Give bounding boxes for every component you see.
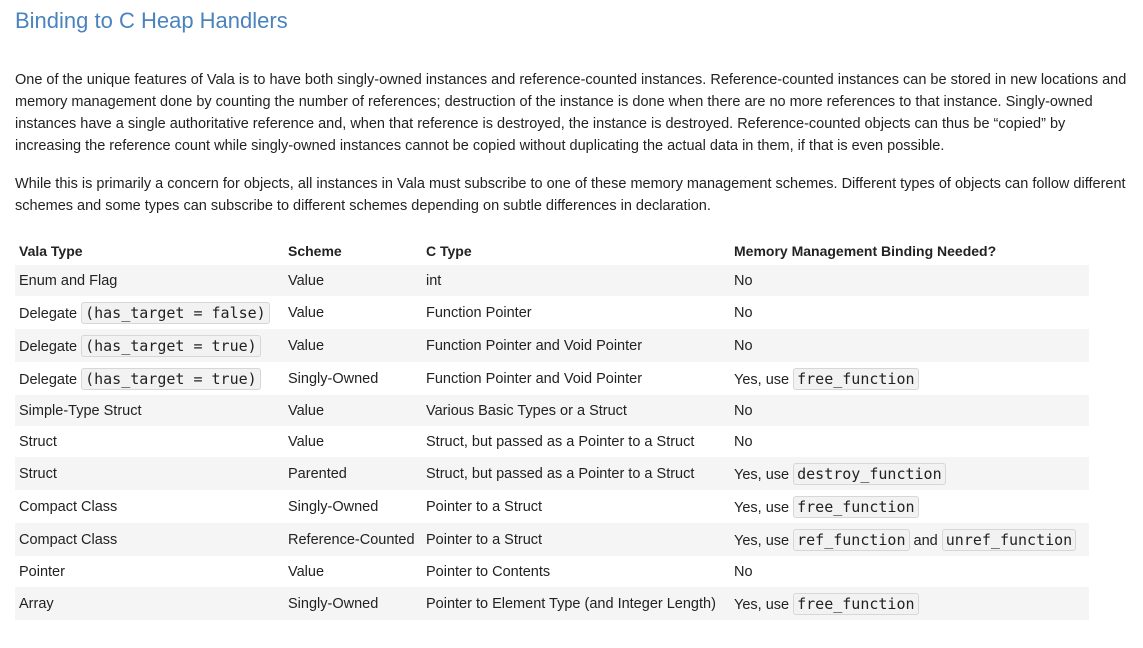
table-row	[15, 395, 1089, 426]
function-code: free_function	[793, 496, 918, 518]
cell-vala-type	[15, 490, 284, 523]
table-row	[15, 587, 1089, 620]
cell-scheme: Value	[288, 337, 325, 354]
yes-use-text: Yes, use	[734, 596, 790, 613]
vala-type-text: Delegate	[19, 371, 78, 388]
cell-binding-needed	[730, 490, 1089, 523]
function-code: ref_function	[793, 529, 909, 551]
cell-c-type: Struct, but passed as a Pointer to a Struct	[426, 433, 695, 450]
cell-binding-needed: No	[734, 272, 753, 289]
function-code: free_function	[793, 368, 918, 390]
vala-type-text: Delegate	[19, 338, 78, 355]
vala-type-attribute-code: (has_target = true)	[81, 368, 261, 390]
table-body	[15, 265, 1089, 620]
cell-vala-type	[15, 587, 284, 620]
cell-c-type: Pointer to Contents	[426, 563, 551, 580]
vala-type-attribute-code: (has_target = true)	[81, 335, 261, 357]
cell-scheme: Value	[288, 272, 325, 289]
vala-type-attribute-code: (has_target = false)	[81, 302, 270, 324]
vala-type-text: Pointer	[19, 563, 65, 580]
cell-scheme: Value	[288, 563, 325, 580]
cell-scheme: Singly-Owned	[288, 370, 379, 387]
vala-type-text: Delegate	[19, 305, 78, 322]
cell-binding-needed: No	[734, 304, 753, 321]
header-c-type: C Type	[426, 243, 472, 259]
cell-c-type: Function Pointer and Void Pointer	[426, 370, 643, 387]
cell-vala-type	[15, 457, 284, 490]
header-vala-type: Vala Type	[19, 243, 83, 259]
vala-type-text: Compact Class	[19, 531, 118, 548]
table-row	[15, 556, 1089, 587]
cell-scheme: Singly-Owned	[288, 498, 379, 515]
yes-use-text: Yes, use	[734, 499, 790, 516]
table-row	[15, 296, 1089, 329]
cell-c-type: Pointer to Element Type (and Integer Length)	[426, 595, 716, 612]
cell-scheme: Value	[288, 433, 325, 450]
intro-paragraph: One of the unique features of Vala is to have both singly-owned instances and reference-counted instances. Reference-counted instances can be stored in new locations and memory management done by counting the number of references; destruction of the instance is done when there are no more references to that instance. Singly-owned instances have a single authoritative reference and, when that reference is destroyed, the instance is destroyed. Reference-counted objects can thus be “copied” by increasing the reference count while singly-owned instances cannot be copied without duplicating the actual data in them, if that is even possible.	[15, 72, 1127, 154]
yes-use-text: Yes, use	[734, 371, 790, 388]
cell-scheme: Value	[288, 402, 325, 419]
vala-type-text: Array	[19, 595, 54, 612]
table-row	[15, 523, 1089, 556]
cell-binding-needed	[730, 457, 1089, 490]
cell-vala-type	[15, 395, 284, 426]
cell-vala-type	[15, 296, 284, 329]
vala-type-text: Struct	[19, 465, 57, 482]
table-row	[15, 426, 1089, 457]
and-text: and	[913, 532, 938, 549]
table-row	[15, 457, 1089, 490]
cell-c-type: Function Pointer and Void Pointer	[426, 337, 643, 354]
cell-c-type: Various Basic Types or a Struct	[426, 402, 627, 419]
cell-c-type: Pointer to a Struct	[426, 531, 543, 548]
header-scheme: Scheme	[288, 243, 342, 259]
cell-c-type: Pointer to a Struct	[426, 498, 543, 515]
vala-type-text: Compact Class	[19, 498, 118, 515]
cell-binding-needed: No	[734, 402, 753, 419]
memory-management-table	[15, 237, 1089, 620]
header-binding-needed: Memory Management Binding Needed?	[734, 243, 997, 259]
cell-binding-needed: No	[734, 337, 753, 354]
cell-scheme: Reference-Counted	[288, 531, 415, 548]
cell-scheme: Parented	[288, 465, 347, 482]
table-row	[15, 329, 1089, 362]
cell-c-type: Struct, but passed as a Pointer to a Struct	[426, 465, 695, 482]
function-code: unref_function	[942, 529, 1076, 551]
function-code: free_function	[793, 593, 918, 615]
cell-vala-type	[15, 362, 284, 395]
table-row	[15, 265, 1089, 296]
cell-vala-type	[15, 329, 284, 362]
cell-vala-type	[15, 523, 284, 556]
cell-binding-needed	[730, 587, 1089, 620]
cell-c-type: Function Pointer	[426, 304, 532, 321]
vala-type-text: Simple-Type Struct	[19, 402, 142, 419]
cell-scheme: Value	[288, 304, 325, 321]
cell-vala-type	[15, 556, 284, 587]
cell-binding-needed: No	[734, 563, 753, 580]
cell-binding-needed: No	[734, 433, 753, 450]
table-row	[15, 490, 1089, 523]
cell-scheme: Singly-Owned	[288, 595, 379, 612]
yes-use-text: Yes, use	[734, 532, 790, 549]
vala-type-text: Enum and Flag	[19, 272, 118, 289]
page-title: Binding to C Heap Handlers	[15, 8, 288, 33]
cell-c-type: int	[426, 272, 442, 289]
function-code: destroy_function	[793, 463, 946, 485]
second-paragraph: While this is primarily a concern for objects, all instances in Vala must subscribe to one of these memory management schemes. Different types of objects can follow different schemes and some types can subscribe to different schemes depending on subtle differences in declaration.	[15, 176, 1126, 214]
cell-vala-type	[15, 265, 284, 296]
yes-use-text: Yes, use	[734, 466, 790, 483]
table-header-row	[15, 237, 1089, 265]
cell-vala-type	[15, 426, 284, 457]
cell-binding-needed	[730, 362, 1089, 395]
cell-binding-needed	[730, 523, 1089, 556]
vala-type-text: Struct	[19, 433, 57, 450]
table-row	[15, 362, 1089, 395]
